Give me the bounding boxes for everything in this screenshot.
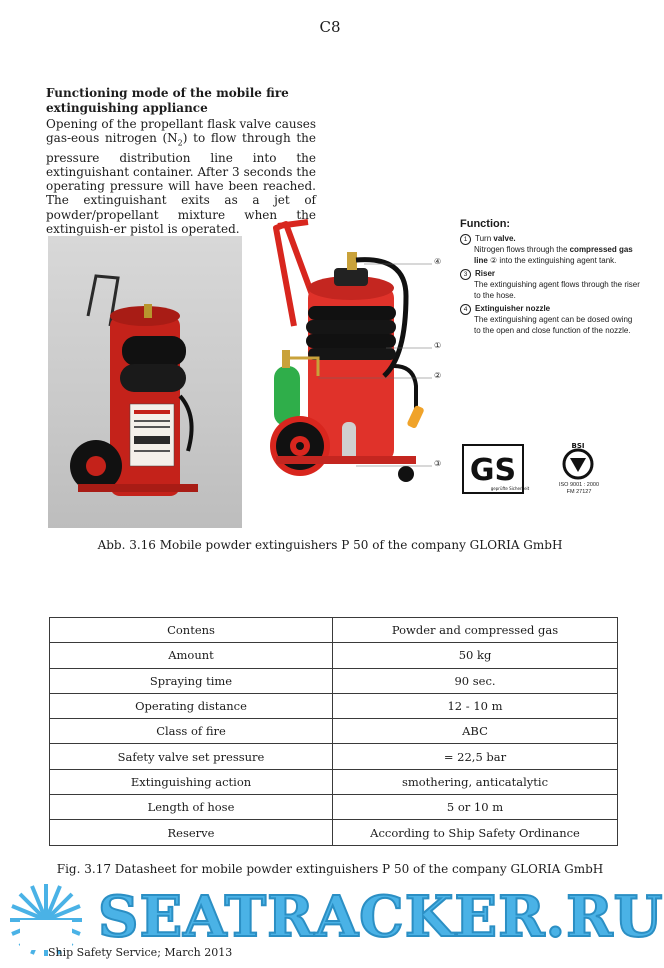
table-cell-property: Operating distance (50, 693, 333, 718)
body-text-post: ) to flow through the pressure distribution line into the extinguishant container. After 3 seconds the operating pressure will have been reached. The extinguishant exits as a jet of powder/propellant mixture when the extinguish-er pistol is operated. (46, 131, 317, 236)
table-cell-value: smothering, anticatalytic (333, 769, 618, 794)
callout-2: ② (434, 371, 442, 380)
table-row (50, 668, 618, 693)
callout-3: ③ (434, 459, 442, 468)
function-item-lead-bold: valve. (493, 234, 516, 244)
function-item-desc: The extinguishing agent flows through the riser to the hose. (474, 280, 640, 300)
table-row (50, 769, 618, 794)
page-number: C8 (319, 18, 341, 36)
diagram-drawing (256, 216, 446, 496)
function-item-desc-post: into the extinguishing agent tank. (497, 255, 617, 265)
table-row (50, 795, 618, 820)
datasheet-table (49, 617, 618, 846)
table-cell-property: Length of hose (50, 795, 333, 820)
table-cell-property: Contens (50, 618, 333, 643)
function-item-lead-bold: Extinguisher nozzle (475, 304, 551, 314)
table-cell-property: Reserve (50, 820, 333, 845)
figure-caption-3-16: Abb. 3.16 Mobile powder extinguishers P 50 of the company GLORIA GmbH (97, 538, 563, 552)
function-item-lead: Turn (475, 234, 494, 244)
callout-1: ① (434, 341, 442, 350)
bsi-logo-drawing (548, 440, 608, 484)
section-title-line-2: extinguishing appliance (46, 101, 208, 115)
callout-4: ④ (434, 257, 442, 266)
table-row (50, 618, 618, 643)
iso-line-1: ISO 9001 : 2000 (558, 482, 600, 488)
table-cell-value: = 22,5 bar (333, 744, 618, 769)
function-panel (460, 218, 640, 339)
function-item-number: 4 (460, 304, 471, 315)
extinguisher-photo-drawing (48, 236, 242, 528)
svg-text:GS: GS (469, 453, 517, 488)
watermark-text: SEATRACKER.RU (98, 884, 664, 950)
body-text-pre: Opening of the propellant flask valve causes gas-eous nitrogen (N (46, 117, 316, 146)
function-item-desc: The extinguishing agent can be dosed owing to the open and close function of the nozzle. (474, 315, 633, 335)
table-row (50, 693, 618, 718)
table-cell-property: Safety valve set pressure (50, 744, 333, 769)
section-title (46, 86, 326, 116)
body-text-subscript: 2 (177, 138, 183, 148)
iso-line-2: FM 27127 (566, 488, 592, 495)
function-item (460, 269, 640, 301)
function-item-lead-bold: Riser (475, 269, 496, 279)
function-item-desc: Nitrogen flows through the (474, 245, 570, 254)
table-cell-value: According to Ship Safety Ordinance (333, 820, 618, 845)
svg-text:BSI: BSI (571, 442, 585, 450)
extinguisher-diagram (256, 216, 446, 496)
table-cell-property: Spraying time (50, 668, 333, 693)
table-row (50, 643, 618, 668)
svg-text:geprüfte Sicherheit: geprüfte Sicherheit (490, 486, 530, 491)
table-row (50, 820, 618, 845)
table-cell-property: Class of fire (50, 719, 333, 744)
page-footer: Ship Safety Service; March 2013 (48, 946, 233, 959)
table-cell-value: 12 - 10 m (333, 693, 618, 718)
function-item-desc-bold: compressed gas line (474, 245, 633, 265)
function-item (460, 304, 640, 336)
table-cell-value: 90 sec. (333, 668, 618, 693)
iso-certification-text (548, 482, 610, 495)
table-cell-value: 50 kg (333, 643, 618, 668)
extinguisher-photo (48, 236, 242, 528)
table-row (50, 744, 618, 769)
function-item-desc-mark: ② (490, 255, 498, 265)
section-title-line-1: Functioning mode of the mobile fire (46, 86, 289, 100)
table-cell-value: Powder and compressed gas (333, 618, 618, 643)
table-cell-value: 5 or 10 m (333, 795, 618, 820)
function-item-number: 1 (460, 234, 471, 245)
table-row (50, 719, 618, 744)
table-cell-property: Amount (50, 643, 333, 668)
table-cell-property: Extinguishing action (50, 769, 333, 794)
function-item-number: 3 (460, 269, 471, 280)
gs-logo-drawing (462, 444, 530, 494)
gs-certification-logo (462, 444, 530, 494)
figure-caption-3-17: Fig. 3.17 Datasheet for mobile powder extinguishers P 50 of the company GLORIA GmbH (56, 862, 604, 876)
table-cell-value: ABC (333, 719, 618, 744)
function-item (460, 234, 640, 266)
function-title: Function: (460, 218, 511, 230)
